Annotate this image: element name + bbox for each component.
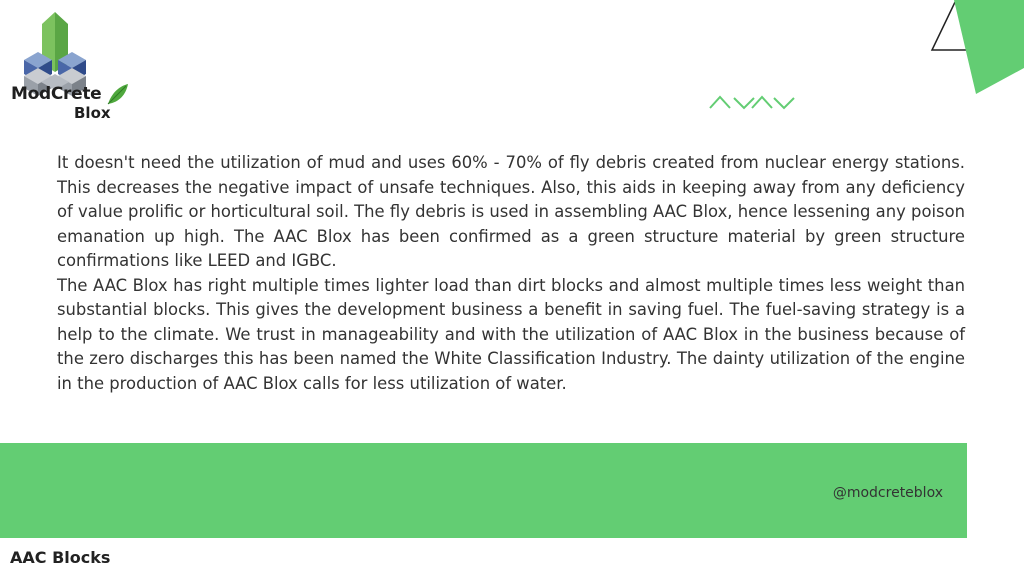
green-footer-band [0,443,967,538]
paragraph-2: The AAC Blox has right multiple times lighter load than dirt blocks and almost multiple times less weight than substantial blocks. This gives the development business a benefit in saving fuel. The fuel-saving strategy is a help to the climate. We trust in manageability and with the utilization of AAC Blox in the business because of the zero discharges this has been named the White Classification Industry. The dainty utilization of the engine in the production of AAC Blox calls for less utilization of water. [57,275,965,393]
footer-title: AAC Blocks [10,548,111,567]
paragraph-1: It doesn't need the utilization of mud and uses 60% - 70% of fly debris created from nuclear energy stations. This decreases the negative impact of unsafe techniques. Also, this aids in keeping away from any deficiency of value prolific or horticultural soil. The fly debris is used in assembling AAC Blox, hence lessening any poison emanation up high. The AAC Blox has been confirmed as a green structure material by green structure confirmations like LEED and IGBC. [57,153,965,270]
body-text [57,151,965,396]
logo-text-modcrete: ModCrete [11,84,102,104]
brand-logo [8,12,132,124]
logo-text-blox: Blox [74,104,111,122]
corner-triangles-icon [928,0,1024,100]
zigzag-decoration-icon [708,94,796,110]
modcrete-cubes-logo-icon [8,12,132,124]
social-handle: @modcreteblox [832,485,943,501]
